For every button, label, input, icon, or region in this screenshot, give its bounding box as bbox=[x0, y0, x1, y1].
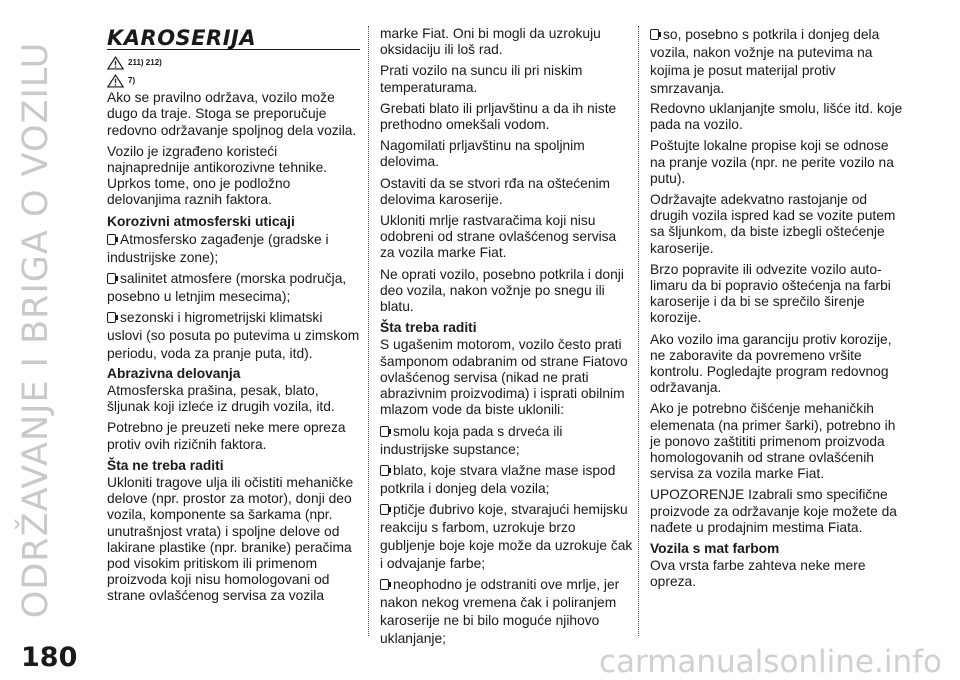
paragraph: Redovno uklanjanjte smolu, lišće itd. koje pada na vozilo. bbox=[650, 101, 903, 133]
column-separator bbox=[638, 26, 639, 636]
paragraph: marke Fiat. Oni bi mogli da uzrokuju oksidaciju ili loš rad. bbox=[380, 26, 601, 58]
caution-reference bbox=[107, 72, 360, 90]
bullet-square-icon bbox=[380, 465, 389, 476]
bullet-square-icon bbox=[650, 29, 659, 40]
paragraph: Ukloniti mrlje rastvaračima koji nisu odobreni od strane ovlašćenog servisa za vozila marke Fiat. bbox=[380, 213, 617, 261]
paragraph: Održavajte adekvatno rastojanje od drugih vozila ispred kad se vozite putem sa šljunkom, da biste izbegli oštećenje karoserije. bbox=[650, 192, 896, 256]
bullet-item: blato, koje stvara vlažne mase ispod potkrila i donjeg dela vozila; bbox=[380, 463, 616, 497]
paragraph: S ugašenim motorom, vozilo često prati šamponom odabranim od strane Fiatovo ovlašćenog servisa (nikad ne prati abrazivnim proizvodima) i isprati obilnim mlazom vode da biste uklonili: bbox=[380, 337, 628, 418]
bullet-square-icon bbox=[380, 426, 389, 437]
bullet-item: so, posebno s potkrila i donjeg dela vozila, nakon vožnje na putevima na kojima je posut materijal protiv smrzavanja. bbox=[650, 27, 880, 96]
warning-paragraph: UPOZORENJE Izabrali smo specifične proizvode za održavanje koje možete da nađete u prodajnim mestima Fiata. bbox=[650, 487, 897, 535]
paragraph: Poštujte lokalne propise koji se odnose na pranje vozila (npr. ne perite vozilo na putu). bbox=[650, 138, 894, 186]
column-2 bbox=[380, 26, 633, 651]
bullet-square-icon bbox=[107, 273, 116, 284]
bullet-item: salinitet atmosfere (morska područja, posebno u letnjim mesecima); bbox=[107, 270, 347, 304]
paragraph: Vozilo je izgrađeno koristeći najnaprednije antikorozivne tehnike. Uprkos tome, ono je podložno delovanjima raznih faktora. bbox=[107, 143, 328, 208]
warning-triangle-icon bbox=[107, 56, 124, 70]
bullet-square-icon bbox=[380, 579, 389, 590]
paragraph: Prati vozilo na suncu ili pri niskim temperaturama. bbox=[380, 63, 583, 95]
bullet-item: neophodno je odstraniti ove mrlje, jer nakon nekog vremena čak i poliranjem karoserije ne bi bilo moguće njihovo uklanjanje; bbox=[380, 577, 620, 647]
paragraph: Potrebno je preuzeti neke mere opreza protiv ovih rizičnih faktora. bbox=[107, 420, 346, 452]
column-separator bbox=[368, 26, 369, 636]
bullet-square-icon bbox=[107, 312, 116, 323]
section-title: KAROSERIJA bbox=[107, 30, 360, 50]
paragraph: Ostaviti da se stvori rđa na oštećenim delovima karoserije. bbox=[380, 175, 611, 207]
bullet-item: sezonski i higrometrijski klimatski uslovi (so posuta po putevima u zimskom periodu, voda za pranje puta, itd). bbox=[107, 309, 360, 361]
watermark: carmanualsonline.info bbox=[598, 644, 942, 680]
paragraph: Ako je potrebno čišćenje mehaničkih elemenata (na primer šarki), potrebno ih je ponovo zaštititi primenom proizvoda homologovanih od strane ovlašćenih servisa za vozila marke Fiat. bbox=[650, 401, 896, 482]
paragraph: Atmosferska prašina, pesak, blato, šljunak koji izleće iz drugih vozila, itd. bbox=[107, 383, 335, 415]
subheading: Vozila s mat farbom bbox=[650, 541, 780, 557]
column-1 bbox=[107, 26, 360, 610]
paragraph: Nagomilati prljavštinu na spoljnim delovima. bbox=[380, 138, 585, 170]
column-3 bbox=[650, 26, 903, 596]
page-number: 180 bbox=[21, 642, 78, 673]
paragraph: Ova vrsta farbe zahteva neke mere opreza. bbox=[650, 558, 866, 590]
subheading: Šta treba raditi bbox=[380, 320, 477, 336]
warning-reference bbox=[107, 54, 360, 72]
bullet-square-icon bbox=[380, 504, 389, 515]
subheading: Abrazivna delovanja bbox=[107, 365, 241, 381]
bullet-item: Atmosfersko zagađenje (gradske i industrijske zone); bbox=[107, 231, 329, 265]
paragraph: Brzo popravite ili odvezite vozilo auto-limaru da bi popravio oštećenja na farbi karoserije i da bi se sprečilo širenje korozije. bbox=[650, 261, 891, 326]
warning-reference-numbers: 211) 212) bbox=[128, 58, 162, 68]
chapter-side-title: ODRŽAVANJE I BRIGA O VOZILU bbox=[16, 41, 56, 619]
bullet-square-icon bbox=[107, 234, 116, 245]
subheading: Šta ne treba raditi bbox=[107, 457, 224, 473]
bullet-item: smolu koja pada s drveća ili industrijske supstance; bbox=[380, 424, 563, 458]
paragraph: Grebati blato ili prljavštinu a da ih niste prethodno omekšali vodom. bbox=[380, 100, 617, 133]
subheading: Korozivni atmosferski uticaji bbox=[107, 213, 295, 229]
caution-triangle-icon bbox=[107, 74, 124, 88]
paragraph: Ako vozilo ima garanciju protiv korozije, ne zaboravite da povremeno vršite kontrolu. Pogledajte program redovnog održavanja. bbox=[650, 331, 892, 396]
paragraph: Ukloniti tragove ulja ili očistiti mehaničke delove (npr. prostor za motor), donji deo vozila, komponente sa šarkama (npr. unutrašnjost vrata) i spoljne delove od lakirane plastike (npr. branike) peračima pod visokim pritiskom ili primenom proizvoda koji nisu homologovani od strane ovlašćenog servisa za vozila bbox=[107, 475, 354, 604]
bullet-item: ptičje đubrivo koje, stvarajući hemijsku reakciju s farbom, uzrokuje brzo gubljenje boje koje može da uzrokuje čak i odvajanje farbe; bbox=[380, 502, 633, 572]
paragraph: Ako se pravilno održava, vozilo može dugo da traje. Stoga se preporučuje redovno održavanje spoljnog dela vozila. bbox=[107, 90, 357, 138]
paragraph: Ne oprati vozilo, posebno potkrila i donji deo vozila, nakon vožnje po snegu ili blatu. bbox=[380, 266, 624, 315]
caution-reference-number: 7) bbox=[128, 76, 136, 86]
